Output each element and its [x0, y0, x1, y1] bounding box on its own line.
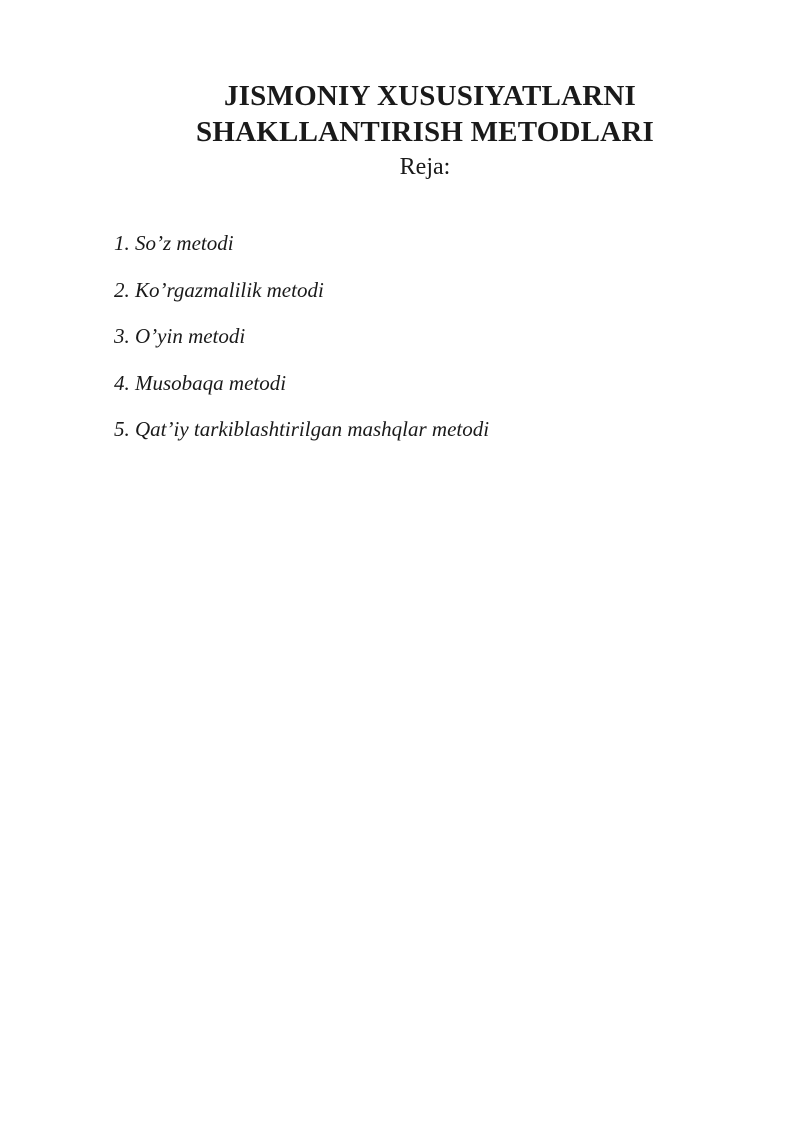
plan-heading: Reja:	[399, 154, 451, 180]
plan-item-number: 5.	[114, 417, 130, 441]
plan-item-number: 1.	[114, 231, 130, 255]
plan-item-text: So’z metodi	[135, 231, 234, 255]
plan-item-text: Musobaqa metodi	[135, 370, 287, 395]
plan-item-5	[114, 414, 489, 461]
page-title-line-2: SHAKLLANTIRISH METODLARI	[196, 116, 654, 148]
plan-item-3	[114, 321, 489, 368]
plan-item-number: 2.	[114, 277, 130, 302]
page-title-line-1: JISMONIY XUSUSIYATLARNI	[223, 80, 637, 112]
plan-item-number: 4.	[114, 370, 130, 395]
plan-item-text: O’yin metodi	[135, 324, 246, 348]
plan-item-text: Ko’rgazmalilik metodi	[135, 277, 324, 302]
plan-item-2	[114, 275, 489, 322]
plan-item-text: Qat’iy tarkiblashtirilgan mashqlar metodi	[135, 417, 490, 441]
title-block	[110, 78, 740, 184]
plan-item-4	[114, 368, 489, 415]
plan-list	[114, 228, 489, 461]
plan-item-1	[114, 228, 489, 275]
plan-item-number: 3.	[114, 324, 130, 348]
